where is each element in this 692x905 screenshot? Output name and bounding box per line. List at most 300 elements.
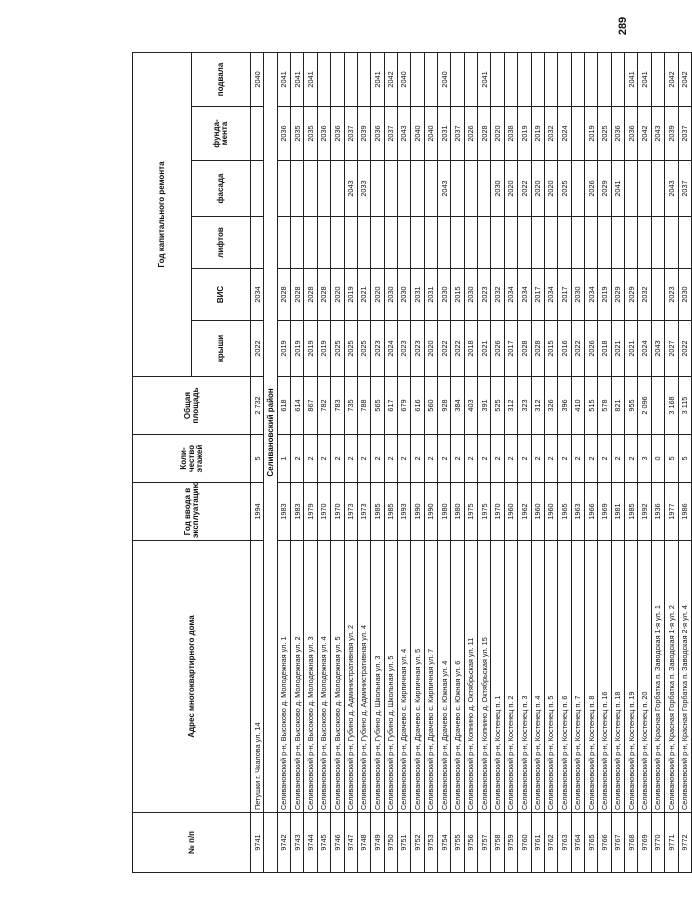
cell-floors: 2 xyxy=(371,435,384,483)
cell-year: 1965 xyxy=(558,483,571,541)
cell-vis: 2030 xyxy=(384,269,397,321)
cell-floors: 2 xyxy=(611,435,624,483)
cell-num: 9758 xyxy=(491,813,504,873)
cell-vis: 2029 xyxy=(611,269,624,321)
cell-foundation: 2019 xyxy=(518,107,531,161)
cell-floors: 2 xyxy=(438,435,451,483)
cell-roof: 2021 xyxy=(625,321,638,377)
cell-area: 735 xyxy=(344,377,357,435)
cell-floors: 2 xyxy=(291,435,304,483)
cell-vis: 2023 xyxy=(478,269,491,321)
cell-year: 1980 xyxy=(438,483,451,541)
cell-year: 1975 xyxy=(464,483,477,541)
cell-address: Селивановский р-н, Костенец п. 4 xyxy=(531,541,544,813)
cell-lifts xyxy=(304,217,317,269)
cell-address: Селивановский р-н, Драчево с. Кирпичная ул. 7 xyxy=(424,541,437,813)
cell-num: 9749 xyxy=(371,813,384,873)
cell-basement xyxy=(424,52,437,106)
cell-lifts xyxy=(291,217,304,269)
cell-area: 391 xyxy=(478,377,491,435)
cell-foundation: 2040 xyxy=(411,107,424,161)
cell-foundation: 2037 xyxy=(344,107,357,161)
cell-basement xyxy=(464,52,477,106)
cell-num: 9747 xyxy=(344,813,357,873)
cell-address: Селивановский р-н, Костенец п. 20 xyxy=(638,541,651,813)
cell-vis: 2030 xyxy=(571,269,584,321)
cell-roof: 2043 xyxy=(651,321,664,377)
cell-foundation: 2019 xyxy=(584,107,597,161)
header-floors: Коли-чество этажей xyxy=(133,435,251,483)
cell-year: 1980 xyxy=(451,483,464,541)
header-foundation: фунда-мента xyxy=(192,107,251,161)
cell-basement xyxy=(571,52,584,106)
cell-num: 9772 xyxy=(678,813,692,873)
cell-num: 9759 xyxy=(504,813,517,873)
cell-roof: 2028 xyxy=(531,321,544,377)
cell-basement xyxy=(584,52,597,106)
cell-lifts xyxy=(357,217,370,269)
cell-address: Селивановский р-н, Костенец п. 6 xyxy=(558,541,571,813)
cell-num: 9767 xyxy=(611,813,624,873)
cell-facade: 2043 xyxy=(665,161,678,217)
cell-roof: 2025 xyxy=(357,321,370,377)
cell-lifts xyxy=(424,217,437,269)
cell-vis: 2031 xyxy=(411,269,424,321)
cell-floors: 2 xyxy=(397,435,410,483)
cell-floors: 2 xyxy=(411,435,424,483)
cell-address: Селивановский р-н, Красная Горбатка п. Заводская 1-я ул. 1 xyxy=(651,541,664,813)
cell-foundation: 2036 xyxy=(611,107,624,161)
cell-roof: 2027 xyxy=(665,321,678,377)
cell-roof: 2023 xyxy=(411,321,424,377)
cell-year: 1983 xyxy=(291,483,304,541)
cell-foundation: 2032 xyxy=(544,107,557,161)
cell-basement xyxy=(518,52,531,106)
cell-year: 1960 xyxy=(504,483,517,541)
cell-basement: 2042 xyxy=(678,52,692,106)
header-repair-group: Год капитального ремонта xyxy=(133,52,192,376)
cell-vis: 2030 xyxy=(464,269,477,321)
table-row xyxy=(371,52,384,872)
cell-year: 1936 xyxy=(651,483,664,541)
cell-floors: 2 xyxy=(357,435,370,483)
cell-year: 1962 xyxy=(518,483,531,541)
cell-vis: 2019 xyxy=(344,269,357,321)
table-row xyxy=(291,52,304,872)
table-row xyxy=(598,52,611,872)
cell-foundation: 2036 xyxy=(331,107,344,161)
cell-basement xyxy=(504,52,517,106)
table-row xyxy=(571,52,584,872)
cell-roof: 2019 xyxy=(291,321,304,377)
cell-num: 9754 xyxy=(438,813,451,873)
cell-address: Селивановский р-н, Высоково д. Молодежная ул. 4 xyxy=(317,541,330,813)
cell-num: 9760 xyxy=(518,813,531,873)
cell-floors: 2 xyxy=(317,435,330,483)
cell-lifts xyxy=(491,217,504,269)
cell-address: Селивановский р-н, Костенец п. 7 xyxy=(571,541,584,813)
cell-area: 323 xyxy=(518,377,531,435)
header-num: № п/п xyxy=(133,813,251,873)
cell-basement xyxy=(558,52,571,106)
cell-facade: 2020 xyxy=(531,161,544,217)
cell-area: 2 096 xyxy=(638,377,651,435)
cell-floors: 1 xyxy=(277,435,290,483)
cell-vis: 2023 xyxy=(665,269,678,321)
cell-num: 9742 xyxy=(277,813,290,873)
cell-vis: 2034 xyxy=(518,269,531,321)
cell-area: 821 xyxy=(611,377,624,435)
table-row xyxy=(411,52,424,872)
table-row xyxy=(478,52,491,872)
cell-floors: 2 xyxy=(304,435,317,483)
cell-roof: 2022 xyxy=(571,321,584,377)
cell-num: 9745 xyxy=(317,813,330,873)
table-row xyxy=(665,52,678,872)
cell-num: 9765 xyxy=(584,813,597,873)
cell-foundation: 2020 xyxy=(491,107,504,161)
cell-num: 9755 xyxy=(451,813,464,873)
header-facade: фасада xyxy=(192,161,251,217)
cell-area: 326 xyxy=(544,377,557,435)
cell-address: Селивановский р-н, Губино д. Школьная ул. 3 xyxy=(371,541,384,813)
cell-facade xyxy=(317,161,330,217)
cell-lifts xyxy=(665,217,678,269)
cell-facade xyxy=(304,161,317,217)
cell-foundation: 2037 xyxy=(451,107,464,161)
cell-lifts xyxy=(651,217,664,269)
cell-lifts xyxy=(571,217,584,269)
cell-num: 9751 xyxy=(397,813,410,873)
cell-address: Селивановский р-н, Костенец п. 2 xyxy=(504,541,517,813)
cell-basement: 2040 xyxy=(251,52,264,106)
cell-address: Селивановский р-н, Копнино д. Октябрьская ул. 11 xyxy=(464,541,477,813)
cell-area: 616 xyxy=(411,377,424,435)
cell-lifts xyxy=(251,217,264,269)
cell-address: Селивановский р-н, Губино д. Административная ул. 4 xyxy=(357,541,370,813)
cell-floors: 2 xyxy=(558,435,571,483)
cell-roof: 2021 xyxy=(478,321,491,377)
cell-year: 1990 xyxy=(424,483,437,541)
cell-vis: 2017 xyxy=(558,269,571,321)
table-row xyxy=(625,52,638,872)
cell-basement: 2040 xyxy=(397,52,410,106)
cell-address: Селивановский р-н, Губино д. Школьная ул. 5 xyxy=(384,541,397,813)
cell-area: 525 xyxy=(491,377,504,435)
cell-area: 679 xyxy=(397,377,410,435)
cell-facade: 2037 xyxy=(678,161,692,217)
cell-roof: 2018 xyxy=(464,321,477,377)
cell-floors: 5 xyxy=(251,435,264,483)
cell-year: 1969 xyxy=(598,483,611,541)
cell-year: 1960 xyxy=(544,483,557,541)
cell-basement: 2041 xyxy=(304,52,317,106)
table-row xyxy=(678,52,692,872)
cell-year: 1993 xyxy=(397,483,410,541)
cell-roof: 2019 xyxy=(317,321,330,377)
cell-foundation: 2043 xyxy=(651,107,664,161)
cell-lifts xyxy=(397,217,410,269)
cell-area: 403 xyxy=(464,377,477,435)
cell-lifts xyxy=(371,217,384,269)
cell-facade xyxy=(371,161,384,217)
cell-foundation: 2025 xyxy=(598,107,611,161)
cell-lifts xyxy=(558,217,571,269)
rotated-table-container xyxy=(132,53,692,873)
table-row xyxy=(344,52,357,872)
table-row xyxy=(438,52,451,872)
cell-area: 578 xyxy=(598,377,611,435)
table-row xyxy=(611,52,624,872)
cell-facade xyxy=(411,161,424,217)
cell-floors: 2 xyxy=(531,435,544,483)
cell-roof: 2026 xyxy=(491,321,504,377)
cell-basement: 2041 xyxy=(291,52,304,106)
cell-area: 867 xyxy=(304,377,317,435)
cell-floors: 2 xyxy=(424,435,437,483)
cell-num: 9771 xyxy=(665,813,678,873)
cell-roof: 2021 xyxy=(611,321,624,377)
header-row-1 xyxy=(133,52,192,872)
cell-facade: 2020 xyxy=(544,161,557,217)
cell-vis: 2034 xyxy=(251,269,264,321)
cell-area xyxy=(651,377,664,435)
cell-lifts xyxy=(478,217,491,269)
cell-basement: 2041 xyxy=(625,52,638,106)
cell-area: 788 xyxy=(357,377,370,435)
cell-lifts xyxy=(331,217,344,269)
cell-floors: 2 xyxy=(491,435,504,483)
cell-address: Селивановский р-н, Драчево с. Южная ул. 6 xyxy=(451,541,464,813)
cell-year: 1985 xyxy=(371,483,384,541)
cell-roof: 2016 xyxy=(558,321,571,377)
cell-vis: 2030 xyxy=(397,269,410,321)
cell-foundation: 2024 xyxy=(558,107,571,161)
cell-facade xyxy=(277,161,290,217)
cell-lifts xyxy=(317,217,330,269)
cell-year: 1960 xyxy=(531,483,544,541)
cell-foundation: 2040 xyxy=(424,107,437,161)
cell-lifts xyxy=(678,217,692,269)
cell-basement: 2042 xyxy=(665,52,678,106)
cell-facade xyxy=(397,161,410,217)
cell-floors: 2 xyxy=(451,435,464,483)
cell-roof: 2022 xyxy=(678,321,692,377)
cell-basement xyxy=(491,52,504,106)
table-row xyxy=(544,52,557,872)
cell-num: 9753 xyxy=(424,813,437,873)
cell-lifts xyxy=(438,217,451,269)
cell-vis: 2021 xyxy=(357,269,370,321)
cell-num: 9756 xyxy=(464,813,477,873)
cell-year: 1994 xyxy=(251,483,264,541)
cell-num: 9741 xyxy=(251,813,264,873)
cell-basement xyxy=(531,52,544,106)
cell-num: 9770 xyxy=(651,813,664,873)
cell-vis: 2032 xyxy=(638,269,651,321)
cell-foundation: 2043 xyxy=(397,107,410,161)
cell-year: 1992 xyxy=(638,483,651,541)
cell-address: Селивановский р-н, Костенец п. 19 xyxy=(625,541,638,813)
cell-roof: 2023 xyxy=(397,321,410,377)
cell-facade xyxy=(571,161,584,217)
cell-basement: 2041 xyxy=(478,52,491,106)
cell-address: Селивановский р-н, Костенец п. 18 xyxy=(611,541,624,813)
cell-lifts xyxy=(518,217,531,269)
cell-area: 782 xyxy=(317,377,330,435)
cell-facade: 2043 xyxy=(438,161,451,217)
cell-basement: 2040 xyxy=(438,52,451,106)
cell-basement xyxy=(451,52,464,106)
section-title: Селивановский район xyxy=(264,52,277,812)
cell-address: Селивановский р-н, Костенец п. 16 xyxy=(598,541,611,813)
cell-vis: 2028 xyxy=(304,269,317,321)
table-body xyxy=(251,52,692,872)
header-roof: крыши xyxy=(192,321,251,377)
cell-num: 9750 xyxy=(384,813,397,873)
cell-vis: 2015 xyxy=(451,269,464,321)
cell-facade xyxy=(251,161,264,217)
cell-foundation: 2036 xyxy=(625,107,638,161)
table-row xyxy=(317,52,330,872)
cell-address: Селивановский р-н, Высоково д. Молодежная ул. 2 xyxy=(291,541,304,813)
cell-facade xyxy=(638,161,651,217)
cell-roof: 2017 xyxy=(504,321,517,377)
cell-roof: 2028 xyxy=(518,321,531,377)
cell-vis: 2019 xyxy=(598,269,611,321)
cell-basement: 2042 xyxy=(384,52,397,106)
table-cell xyxy=(264,813,277,873)
cell-num: 9761 xyxy=(531,813,544,873)
cell-area: 955 xyxy=(625,377,638,435)
cell-floors: 2 xyxy=(584,435,597,483)
cell-facade xyxy=(451,161,464,217)
cell-roof: 2020 xyxy=(424,321,437,377)
cell-year: 1963 xyxy=(571,483,584,541)
cell-roof: 2019 xyxy=(304,321,317,377)
cell-vis: 2030 xyxy=(438,269,451,321)
table-row xyxy=(304,52,317,872)
cell-num: 9746 xyxy=(331,813,344,873)
cell-area: 618 xyxy=(277,377,290,435)
cell-roof: 2022 xyxy=(438,321,451,377)
cell-vis: 2020 xyxy=(371,269,384,321)
cell-num: 9757 xyxy=(478,813,491,873)
cell-floors: 5 xyxy=(665,435,678,483)
cell-floors: 2 xyxy=(478,435,491,483)
cell-foundation: 2037 xyxy=(678,107,692,161)
table-row xyxy=(518,52,531,872)
cell-year: 1981 xyxy=(611,483,624,541)
cell-address: Селивановский р-н, Копнино д. Октябрьская ул. 15 xyxy=(478,541,491,813)
cell-facade xyxy=(384,161,397,217)
cell-foundation: 2036 xyxy=(371,107,384,161)
cell-num: 9763 xyxy=(558,813,571,873)
cell-year: 1973 xyxy=(357,483,370,541)
cell-roof: 2025 xyxy=(331,321,344,377)
cell-facade: 2020 xyxy=(504,161,517,217)
table-row xyxy=(384,52,397,872)
cell-lifts xyxy=(531,217,544,269)
cell-facade: 2041 xyxy=(611,161,624,217)
table-row xyxy=(331,52,344,872)
cell-floors: 2 xyxy=(598,435,611,483)
cell-lifts xyxy=(451,217,464,269)
cell-basement xyxy=(411,52,424,106)
cell-address: Селивановский р-н, Драчево с. Кирпичная ул. 4 xyxy=(397,541,410,813)
cell-facade: 2043 xyxy=(344,161,357,217)
cell-address: Селивановский р-н, Высоково д. Молодежная ул. 3 xyxy=(304,541,317,813)
header-year: Год ввода в эксплуатацию xyxy=(133,483,251,541)
cell-area: 396 xyxy=(558,377,571,435)
cell-year: 1970 xyxy=(317,483,330,541)
cell-lifts xyxy=(504,217,517,269)
cell-lifts xyxy=(344,217,357,269)
cell-floors: 2 xyxy=(464,435,477,483)
table-row xyxy=(651,52,664,872)
cell-num: 9748 xyxy=(357,813,370,873)
cell-roof: 2024 xyxy=(638,321,651,377)
cell-roof: 2015 xyxy=(544,321,557,377)
cell-vis: 2020 xyxy=(331,269,344,321)
cell-address: Селивановский р-н, Губино д. Административная ул. 2 xyxy=(344,541,357,813)
cell-floors: 2 xyxy=(504,435,517,483)
cell-area: 3 168 xyxy=(665,377,678,435)
cell-address: Селивановский р-н, Костенец п. 3 xyxy=(518,541,531,813)
cell-address: Селивановский р-н, Драчево с. Кирпичная ул. 5 xyxy=(411,541,424,813)
cell-year: 1970 xyxy=(491,483,504,541)
table-row xyxy=(397,52,410,872)
cell-num: 9764 xyxy=(571,813,584,873)
cell-vis: 2028 xyxy=(291,269,304,321)
page-number: 289 xyxy=(616,16,629,36)
header-vis: ВИС xyxy=(192,269,251,321)
cell-vis: 2034 xyxy=(504,269,517,321)
cell-year: 1985 xyxy=(384,483,397,541)
cell-floors: 2 xyxy=(571,435,584,483)
table-row xyxy=(251,52,264,872)
table-row xyxy=(584,52,597,872)
cell-area: 312 xyxy=(504,377,517,435)
cell-address: Селивановский р-н, Высоково д. Молодежная ул. 1 xyxy=(277,541,290,813)
cell-facade xyxy=(424,161,437,217)
table-row xyxy=(357,52,370,872)
cell-foundation: 2028 xyxy=(478,107,491,161)
cell-num: 9766 xyxy=(598,813,611,873)
cell-roof: 2022 xyxy=(451,321,464,377)
cell-num: 9744 xyxy=(304,813,317,873)
cell-basement xyxy=(611,52,624,106)
cell-lifts xyxy=(464,217,477,269)
cell-lifts xyxy=(384,217,397,269)
cell-facade xyxy=(464,161,477,217)
cell-facade xyxy=(625,161,638,217)
cell-year: 1975 xyxy=(478,483,491,541)
cell-foundation: 2039 xyxy=(357,107,370,161)
cell-foundation: 2037 xyxy=(384,107,397,161)
cell-foundation: 2036 xyxy=(277,107,290,161)
cell-vis: 2034 xyxy=(584,269,597,321)
cell-basement xyxy=(317,52,330,106)
cell-year: 1977 xyxy=(665,483,678,541)
cell-foundation: 2035 xyxy=(291,107,304,161)
cell-roof: 2018 xyxy=(598,321,611,377)
cell-foundation xyxy=(251,107,264,161)
cell-lifts xyxy=(584,217,597,269)
cell-address: Петушки г. Чкалова ул. 14 xyxy=(251,541,264,813)
cell-area: 614 xyxy=(291,377,304,435)
cell-vis: 2030 xyxy=(678,269,692,321)
